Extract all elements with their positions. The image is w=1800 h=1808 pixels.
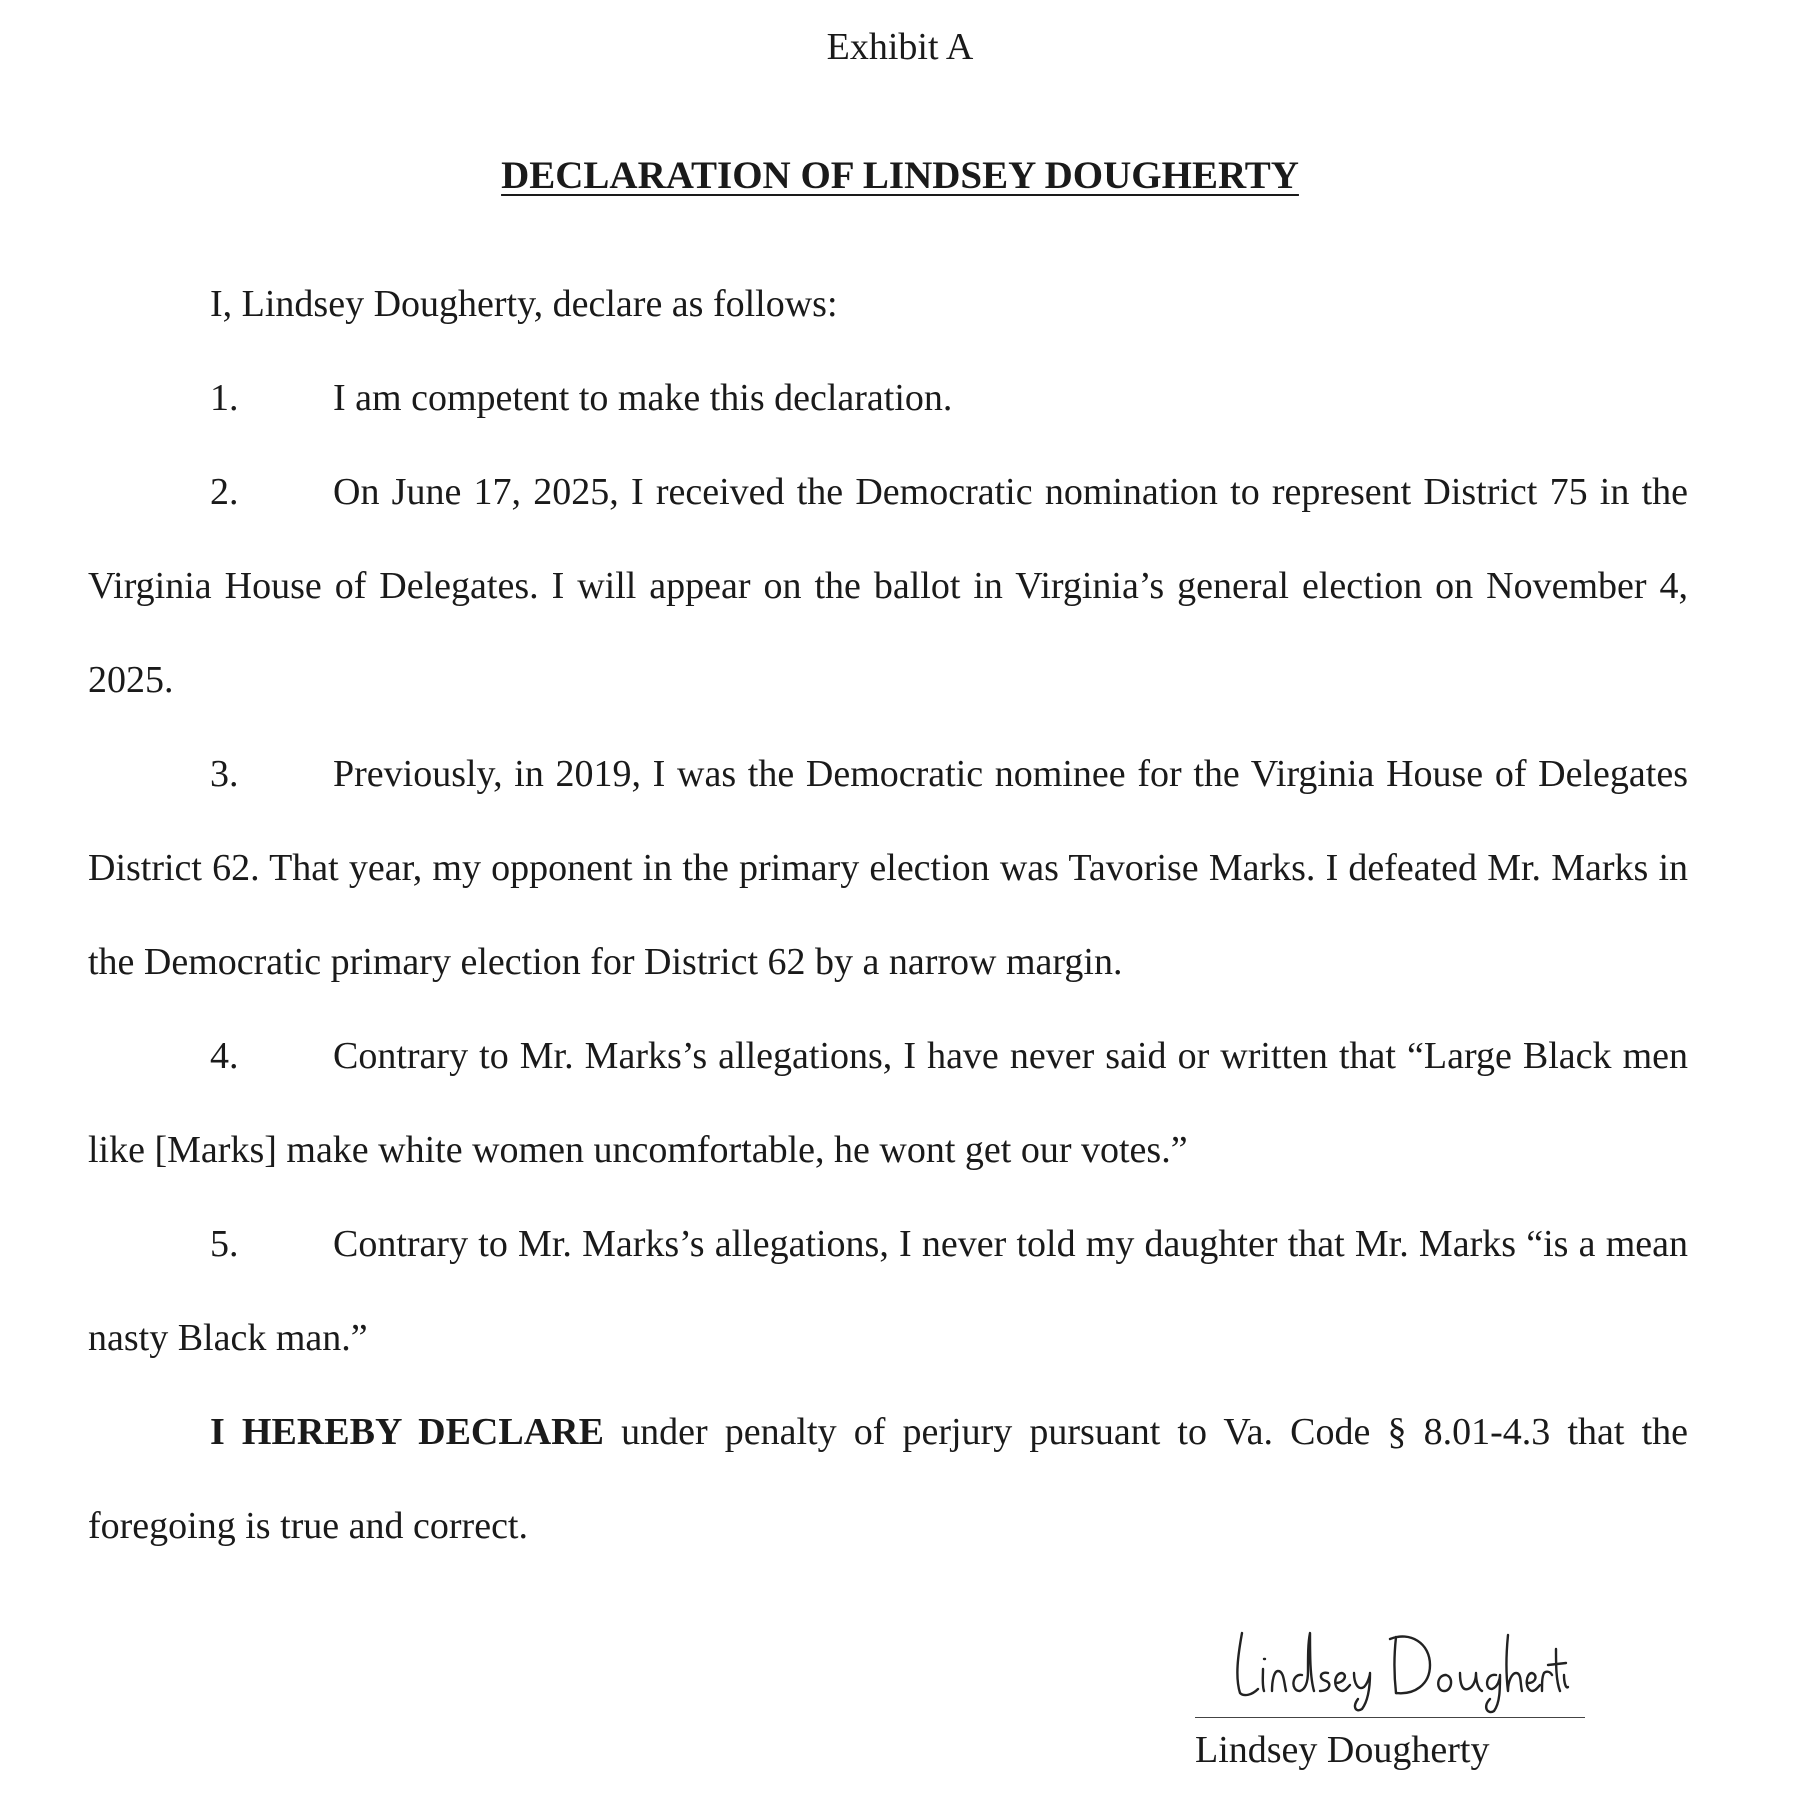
declaration-statement (88, 1385, 1688, 1573)
signature-block (1195, 1625, 1585, 1785)
paragraph-5 (88, 1197, 1688, 1385)
signer-printed-name: Lindsey Dougherty (1195, 1729, 1490, 1771)
signature-line (1195, 1717, 1585, 1718)
paragraph-text: Previously, in 2019, I was the Democratic nominee for the Virginia House of Delegates District 62. That year, my opponent in the primary election was Tavorise Marks. I defeated Mr. Marks in the Democratic primary election for District 62 by a narrow margin. (88, 753, 1688, 983)
paragraph-number: 1. (210, 377, 239, 419)
declaration-body (88, 257, 1688, 1573)
paragraph-number: 3. (210, 753, 239, 795)
declaration-bold-lead: I HEREBY DECLARE (210, 1411, 604, 1453)
handwritten-signature (1230, 1625, 1570, 1715)
paragraph-number: 5. (210, 1223, 239, 1265)
intro-statement: I, Lindsey Dougherty, declare as follows: (210, 283, 838, 325)
paragraph-text: On June 17, 2025, I received the Democratic nomination to represent District 75 in the Virginia House of Delegates. I will appear on the ballot in Virginia’s general election on November 4, 2025. (88, 471, 1688, 701)
exhibit-label: Exhibit A (826, 26, 974, 68)
declaration-rest: under penalty of perjury pursuant to Va. Code § 8.01-4.3 that the foregoing is true and correct. (88, 1411, 1688, 1547)
paragraph-number: 4. (210, 1035, 239, 1077)
paragraph-3 (88, 727, 1688, 1009)
paragraph-text: Contrary to Mr. Marks’s allegations, I never told my daughter that Mr. Marks “is a mean nasty Black man.” (88, 1223, 1688, 1359)
paragraph-2 (88, 445, 1688, 727)
paragraph-number: 2. (210, 471, 239, 513)
paragraph-text: Contrary to Mr. Marks’s allegations, I have never said or written that “Large Black men like [Marks] make white women uncomfortable, he wont get our votes.” (88, 1035, 1688, 1171)
paragraph-text: I am competent to make this declaration. (333, 377, 953, 419)
paragraph-1 (88, 351, 1688, 445)
paragraph-4 (88, 1009, 1688, 1197)
declaration-title-text: DECLARATION OF LINDSEY DOUGHERTY (501, 154, 1299, 197)
declaration-title (0, 150, 1800, 202)
